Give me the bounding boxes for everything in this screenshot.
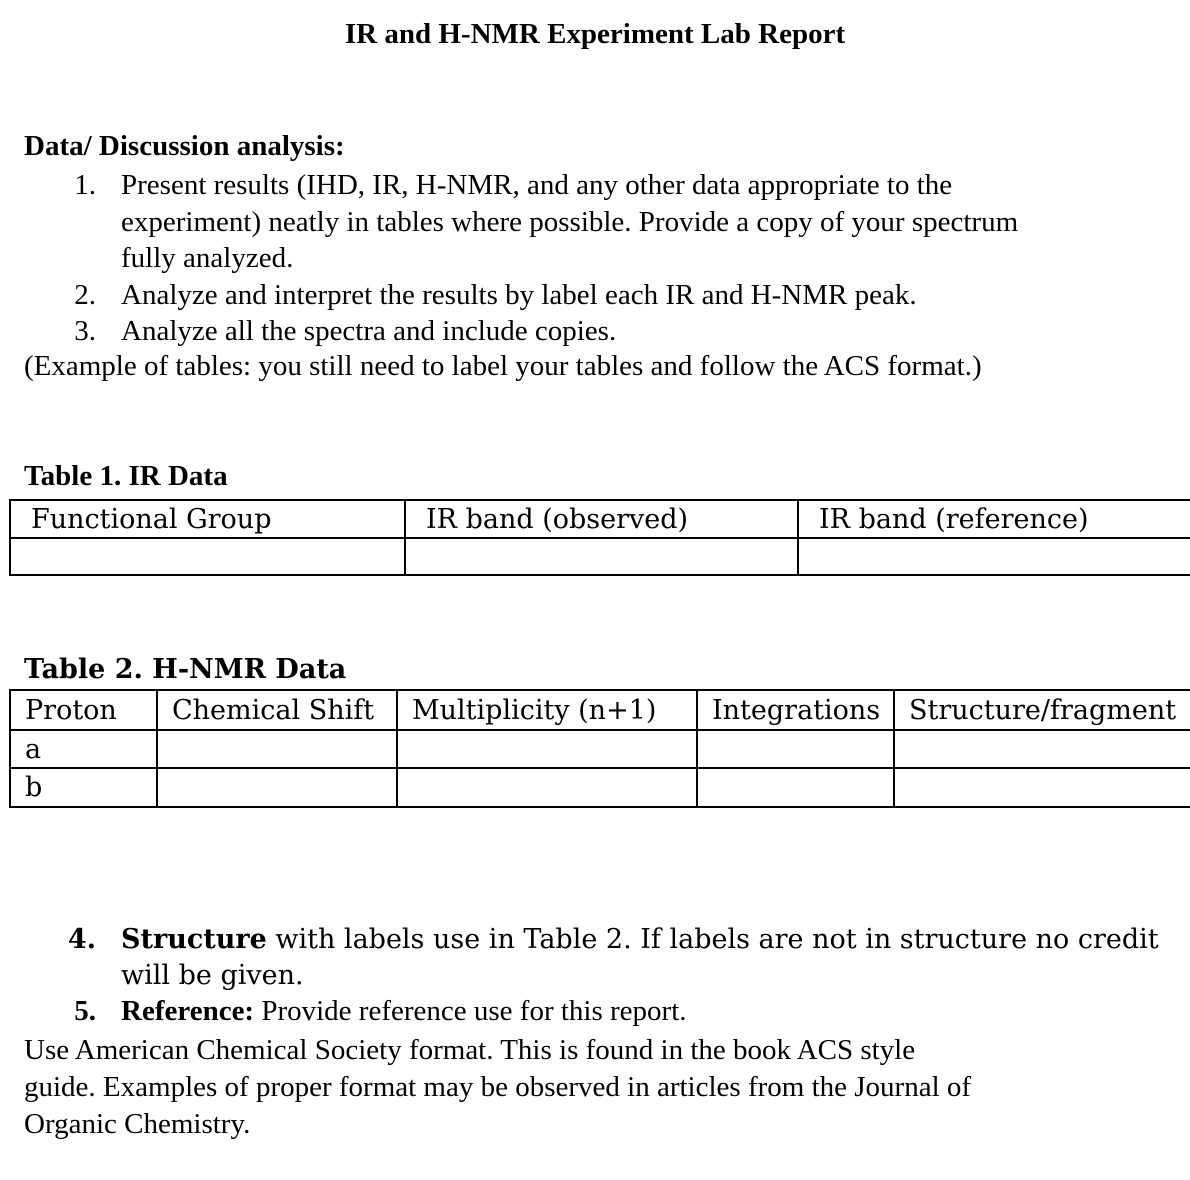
table-cell	[397, 768, 697, 807]
table-cell	[405, 538, 798, 575]
table-cell	[894, 768, 1190, 807]
item-5	[0, 995, 1190, 1035]
table-cell	[697, 730, 894, 768]
list-item-text: Present results (IHD, IR, H-NMR, and any other data appropriate to the	[121, 169, 953, 201]
table-cell	[157, 768, 397, 807]
table-header: Chemical Shift	[157, 690, 397, 730]
table-header: IR band (observed)	[405, 500, 798, 538]
list-number: 1.	[74, 169, 96, 201]
table2-caption	[24, 653, 346, 686]
list-item-text: experiment) neatly in tables where possible. Provide a copy of your spectrum	[121, 206, 1019, 238]
item-4-bold: Structure	[121, 924, 267, 955]
table-header: Integrations	[697, 690, 894, 730]
table-cell	[798, 538, 1190, 575]
example-note: (Example of tables: you still need to label your tables and follow the ACS format.)	[24, 350, 982, 382]
table-header: Structure/fragment	[894, 690, 1190, 730]
footer-paragraph	[24, 1032, 971, 1143]
instruction-list	[0, 167, 1190, 347]
table-cell	[894, 730, 1190, 768]
table-cell: a	[10, 730, 157, 768]
table-header: Multiplicity (n+1)	[397, 690, 697, 730]
table-cell	[157, 730, 397, 768]
list-item-text: Analyze and interpret the results by label each IR and H-NMR peak.	[121, 279, 917, 311]
list-number: 4.	[67, 924, 96, 955]
list-item-text: fully analyzed.	[121, 242, 294, 274]
item-4	[0, 922, 1190, 1002]
item-4-line-2: will be given.	[121, 960, 304, 991]
list-item-text: Analyze all the spectra and include copies.	[121, 315, 617, 347]
item-5-text: Provide reference use for this report.	[254, 995, 687, 1027]
item-4-text: with labels use in Table 2. If labels are not in structure no credit	[266, 924, 1159, 955]
table-cell	[10, 538, 405, 575]
list-number: 5.	[74, 995, 96, 1027]
footer-line: guide. Examples of proper format may be observed in articles from the Journal of	[24, 1071, 972, 1103]
item-4-line-1	[121, 922, 1159, 958]
ir-data-table	[9, 499, 1190, 576]
list-number: 2.	[74, 279, 96, 311]
table-header: IR band (reference)	[798, 500, 1190, 538]
footer-line: Organic Chemistry.	[24, 1108, 251, 1140]
item-5-line	[121, 995, 687, 1028]
table-cell: b	[10, 768, 157, 807]
list-number: 3.	[74, 315, 96, 347]
table-cell	[697, 768, 894, 807]
table-header: Functional Group	[10, 500, 405, 538]
table1-caption: Table 1. IR Data	[24, 460, 228, 492]
footer-line: Use American Chemical Society format. This is found in the book ACS style	[24, 1034, 916, 1066]
table-header: Proton	[10, 690, 157, 730]
section-heading: Data/ Discussion analysis:	[24, 130, 345, 162]
hnmr-data-table	[9, 689, 1190, 808]
item-5-bold: Reference:	[121, 995, 255, 1027]
page-title: IR and H-NMR Experiment Lab Report	[344, 18, 846, 50]
table2-caption-text: Table 2. H-NMR Data	[24, 654, 347, 685]
table-cell	[397, 730, 697, 768]
